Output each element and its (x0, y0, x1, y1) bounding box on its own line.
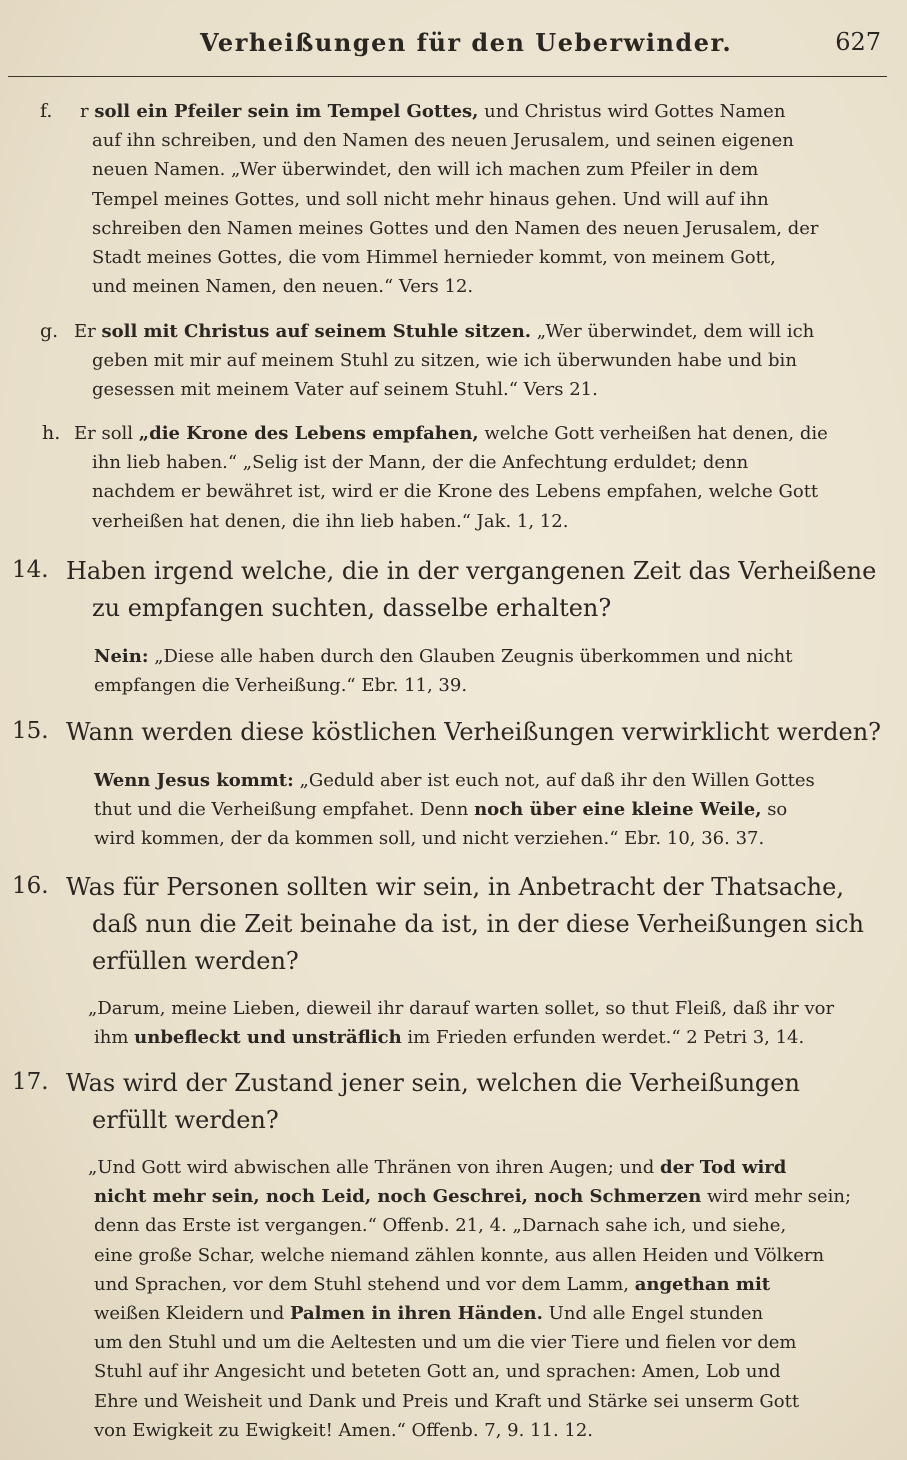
item-f-line: auf ihn schreiben, und den Namen des neuen Jerusalem, und seinen eigenen (92, 130, 794, 152)
answer-16 (88, 994, 834, 1052)
item-f-line: Stadt meines Gottes, die vom Himmel hernieder kommt, von meinem Gott, (92, 247, 776, 269)
question-number: 15. (12, 718, 49, 744)
question-line: Was wird der Zustand jener sein, welchen die Verheißungen (66, 1069, 800, 1097)
answer-line: eine große Schar, welche niemand zählen konnte, aus allen Heiden und Völkern (94, 1244, 825, 1266)
answer-line: weißen Kleidern und Palmen in ihren Händen. Und alle Engel stunden (94, 1303, 764, 1325)
header-rule (8, 76, 887, 77)
answer-line: empfangen die Verheißung.“ Ebr. 11, 39. (94, 675, 468, 697)
item-h (74, 419, 828, 536)
answer-line: Ehre und Weisheit und Dank und Preis und Kraft und Stärke sei unserm Gott (94, 1390, 800, 1412)
answer-line: ihm unbefleckt und unsträflich im Frieden erfunden werdet.“ 2 Petri 3, 14. (94, 1027, 805, 1049)
question-number: 14. (12, 557, 49, 583)
item-marker-h: h. (42, 422, 61, 444)
item-g-line: geben mit mir auf meinem Stuhl zu sitzen, wie ich überwunden habe und bin (92, 350, 797, 372)
item-h-line: ihn lieb haben.“ „Selig ist der Mann, der die Anfechtung erduldet; denn (92, 452, 749, 474)
question-line: Wann werden diese köstlichen Verheißungen verwirklicht werden? (66, 718, 882, 746)
question-14 (66, 553, 876, 627)
answer-line: um den Stuhl und um die Aeltesten und um die vier Tiere und fielen vor dem (94, 1332, 797, 1354)
answer-line: „Und Gott wird abwischen alle Thränen von ihren Augen; und der Tod wird (88, 1157, 787, 1178)
answer-17 (88, 1153, 851, 1445)
question-number: 17. (12, 1069, 49, 1095)
item-f-line: neuen Namen. „Wer überwindet, den will ich machen zum Pfeiler in dem (92, 159, 759, 181)
item-f-line: und meinen Namen, den neuen.“ Vers 12. (92, 276, 474, 298)
item-f-line: r soll ein Pfeiler sein im Tempel Gottes, und Christus wird Gottes Namen (80, 101, 786, 122)
answer-line: denn das Erste ist vergangen.“ Offenb. 21, 4. „Darnach sahe ich, und siehe, (94, 1215, 787, 1237)
item-f-line: schreiben den Namen meines Gottes und den Namen des neuen Jerusalem, der (92, 217, 819, 239)
page-header (0, 24, 907, 64)
item-h-line: nachdem er bewähret ist, wird er die Krone des Lebens empfahen, welche Gott (92, 481, 819, 503)
question-line: zu empfangen suchten, dasselbe erhalten? (92, 594, 612, 622)
question-15 (66, 714, 881, 751)
question-16 (66, 869, 864, 980)
item-marker-f: f. (40, 100, 53, 122)
question-line: daß nun die Zeit beinahe da ist, in der diese Verheißungen sich (92, 910, 864, 938)
answer-line: Wenn Jesus kommt: „Geduld aber ist euch not, auf daß ihr den Willen Gottes (94, 770, 815, 791)
item-g-line: gesessen mit meinem Vater auf seinem Stuhl.“ Vers 21. (92, 379, 598, 401)
question-line: Was für Personen sollten wir sein, in Anbetracht der Thatsache, (66, 873, 844, 901)
answer-line: „Darum, meine Lieben, dieweil ihr darauf warten sollet, so thut Fleiß, daß ihr vor (88, 998, 835, 1019)
question-17 (66, 1065, 800, 1139)
item-marker-g: g. (40, 320, 59, 342)
running-title: Verheißungen für den Ueberwinder. (200, 28, 733, 57)
question-line: Haben irgend welche, die in der vergangenen Zeit das Verheißene (66, 557, 877, 585)
answer-line: Nein: „Diese alle haben durch den Glauben Zeugnis überkommen und nicht (94, 646, 793, 667)
item-f (80, 97, 819, 301)
item-h-line: verheißen hat denen, die ihn lieb haben.“ Jak. 1, 12. (92, 510, 569, 532)
answer-line: Stuhl auf ihr Angesicht und beteten Gott an, und sprachen: Amen, Lob und (94, 1361, 781, 1383)
answer-15 (94, 766, 815, 854)
answer-14 (94, 642, 792, 700)
answer-line: von Ewigkeit zu Ewigkeit! Amen.“ Offenb. 7, 9. 11. 12. (94, 1419, 594, 1441)
answer-line: wird kommen, der da kommen soll, und nicht verziehen.“ Ebr. 10, 36. 37. (94, 828, 765, 850)
page-number: 627 (835, 28, 881, 56)
item-h-line: Er soll „die Krone des Lebens empfahen, welche Gott verheißen hat denen, die (74, 423, 828, 444)
question-number: 16. (12, 873, 49, 899)
item-f-line: Tempel meines Gottes, und soll nicht mehr hinaus gehen. Und will auf ihn (92, 188, 769, 210)
item-g (74, 317, 814, 405)
item-g-line: Er soll mit Christus auf seinem Stuhle sitzen. „Wer überwindet, dem will ich (74, 321, 815, 342)
answer-line: thut und die Verheißung empfahet. Denn noch über eine kleine Weile, so (94, 799, 788, 821)
answer-line: nicht mehr sein, noch Leid, noch Geschrei, noch Schmerzen wird mehr sein; (94, 1186, 852, 1208)
question-line: erfüllt werden? (92, 1106, 279, 1134)
answer-line: und Sprachen, vor dem Stuhl stehend und vor dem Lamm, angethan mit (94, 1273, 771, 1295)
question-line: erfüllen werden? (92, 947, 299, 975)
